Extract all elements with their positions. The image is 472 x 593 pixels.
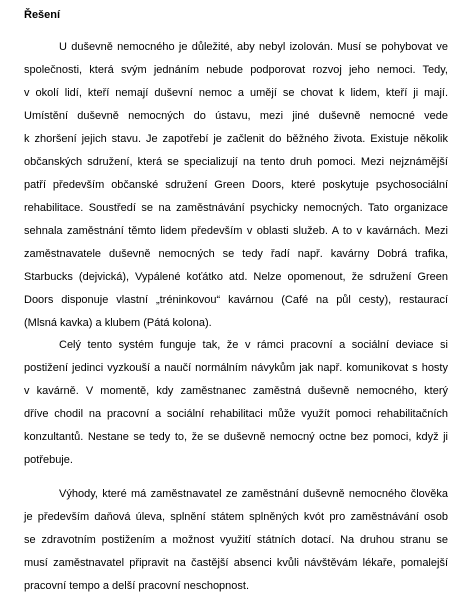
paragraph-line: rehabilitace. Soustředí se na zaměstnávání psychicky nemocných. Tato organizace <box>24 202 448 214</box>
paragraph-line: dříve chodil na pracovní a sociální rehabilitaci může využít pomoci rehabilitačních <box>24 408 448 420</box>
paragraph-line: patří především občanské sdružení Green Doors, které poskytuje psychosociální <box>24 179 448 191</box>
paragraph-line: sehnala zaměstnání těmto lidem především v oblasti služeb. A to v kavárnách. Mezi <box>24 225 448 237</box>
paragraph-line: (Mlsná kavka) a klubem (Pátá kolona). <box>24 317 212 329</box>
paragraph-line: v kavárně. V momentě, kdy zaměstnanec zaměstná duševně nemocného, který <box>24 385 448 397</box>
paragraph-line: musí zaměstnavatel připravit na častější absenci kvůli návštěvám lékaře, pomalejší <box>24 557 448 569</box>
paragraph-line: se zdravotním postižením a možnost využití státních dotací. Na druhou stranu se <box>24 534 448 546</box>
paragraph-line: společnosti, která svým jednáním nebude podporovat rozvoj jeho nemoci. Tedy, <box>24 64 448 76</box>
paragraph-line: Celý tento systém funguje tak, že v rámci pracovní a sociální deviace si <box>59 339 448 351</box>
section-heading: Řešení <box>24 9 61 21</box>
paragraph-line: v okolí lidí, kteří nemají duševní nemoc a umějí se chovat k lidem, kteří ji mají. <box>24 87 448 99</box>
paragraph-line: k zhoršení jejich stavu. Je zapotřebí je začlenit do běžného života. Existuje několik <box>24 133 448 145</box>
paragraph-line: pracovní tempo a delší pracovní neschopnost. <box>24 580 250 592</box>
paragraph-line: Starbucks (dejvická), Vypálené koťátko atd. Nelze opomenout, že sdružení Green <box>24 271 448 283</box>
paragraph-line: zaměstnavatele duševně nemocných se tedy řadí např. kavárny Dobrá trafika, <box>24 248 448 260</box>
paragraph-line: Doors disponuje vlastní „tréninkovou“ kavárnou (Café na půl cesty), restaurací <box>24 294 448 306</box>
paragraph-line: konzultantů. Nestane se tedy to, že se duševně nemocný octne bez pomoci, když ji <box>24 431 448 443</box>
paragraph-line: Výhody, které má zaměstnavatel ze zaměstnání duševně nemocného člověka <box>59 488 448 500</box>
paragraph-line: U duševně nemocného je důležité, aby nebyl izolován. Musí se pohybovat ve <box>59 41 448 53</box>
paragraph-line: Umístění duševně nemocných do ústavu, mezi jiné duševně nemocné vede <box>24 110 448 122</box>
paragraph-line: občanských sdružení, která se specializují na tento druh pomoci. Mezi nejznámější <box>24 156 448 168</box>
paragraph-line: je především daňová úleva, splnění státem splněných kvót pro zaměstnávání osob <box>24 511 448 523</box>
paragraph-line: potřebuje. <box>24 454 73 466</box>
paragraph-line: postižení jedinci vyzkouší a naučí normálním návykům jak např. komunikovat s hosty <box>24 362 448 374</box>
